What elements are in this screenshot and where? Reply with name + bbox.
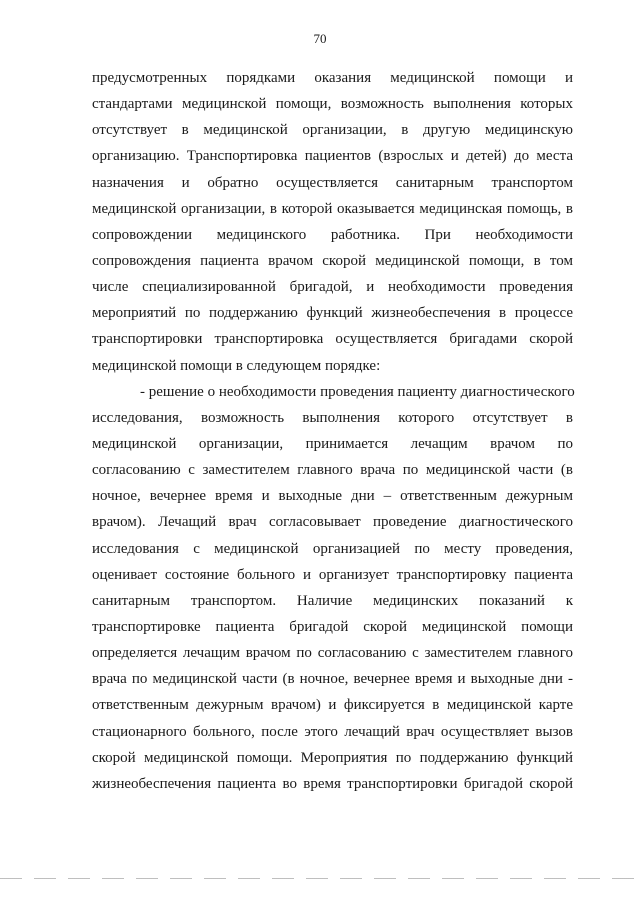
text-line: врачом). Лечащий врач согласовывает проведение диагностического [92,514,573,531]
text-line: транспортировке пациента бригадой скорой медицинской помощи [92,618,573,635]
paragraph-1 [92,65,573,379]
text-line: скорой медицинской помощи. Мероприятия по поддержанию функций [92,749,573,766]
text-line: медицинской помощи в следующем порядке: [92,357,381,374]
text-line: назначения и обратно осуществляется санитарным транспортом [92,174,573,191]
page-number: 70 [313,31,327,46]
text-line: сопровождения пациента врачом скорой медицинской помощи, в том [92,252,573,269]
text-line: согласованию с заместителем главного врача по медицинской части (в [92,462,573,479]
text-line: - решение о необходимости проведения пациенту диагностического [140,383,575,400]
scan-edge-line [0,878,640,879]
text-line: мероприятий по поддержанию функций жизнеобеспечения в процессе [92,305,573,322]
text-line: отсутствует в медицинской организации, в другую медицинскую [92,122,573,139]
text-line: жизнеобеспечения пациента во время транспортировки бригадой скорой [92,775,573,792]
text-line: медицинской организации, принимается лечащим врачом по [92,435,573,452]
text-line: стандартами медицинской помощи, возможность выполнения которых [92,96,573,113]
text-line: транспортировки транспортировка осуществляется бригадами скорой [92,331,573,348]
text-line: оценивает состояние больного и организует транспортировку пациента [92,566,573,583]
text-line: ночное, вечернее время и выходные дни – ответственным дежурным [92,488,573,505]
text-line: ответственным дежурным врачом) и фиксируется в медицинской карте [92,697,573,714]
text-line: сопровождении медицинского работника. При необходимости [92,226,573,243]
text-line: организацию. Транспортировка пациентов (взрослых и детей) до места [92,148,573,165]
text-line: числе специализированной бригадой, и необходимости проведения [92,279,573,296]
text-line: врача по медицинской части (в ночное, вечернее время и выходные дни - [92,671,573,688]
text-line: санитарным транспортом. Наличие медицинских показаний к [92,592,573,609]
document-body [92,65,573,797]
text-line: медицинской организации, в которой оказывается медицинская помощь, в [92,200,573,217]
text-line: стационарного больного, после этого лечащий врач осуществляет вызов [92,723,573,740]
text-line: определяется лечащим врачом по согласованию с заместителем главного [92,645,573,662]
text-line: предусмотренных порядками оказания медицинской помощи и [92,70,573,86]
text-line: исследования с медицинской организацией по месту проведения, [92,540,573,557]
paragraph-2 [92,379,573,797]
text-line: исследования, возможность выполнения которого отсутствует в [92,409,573,426]
